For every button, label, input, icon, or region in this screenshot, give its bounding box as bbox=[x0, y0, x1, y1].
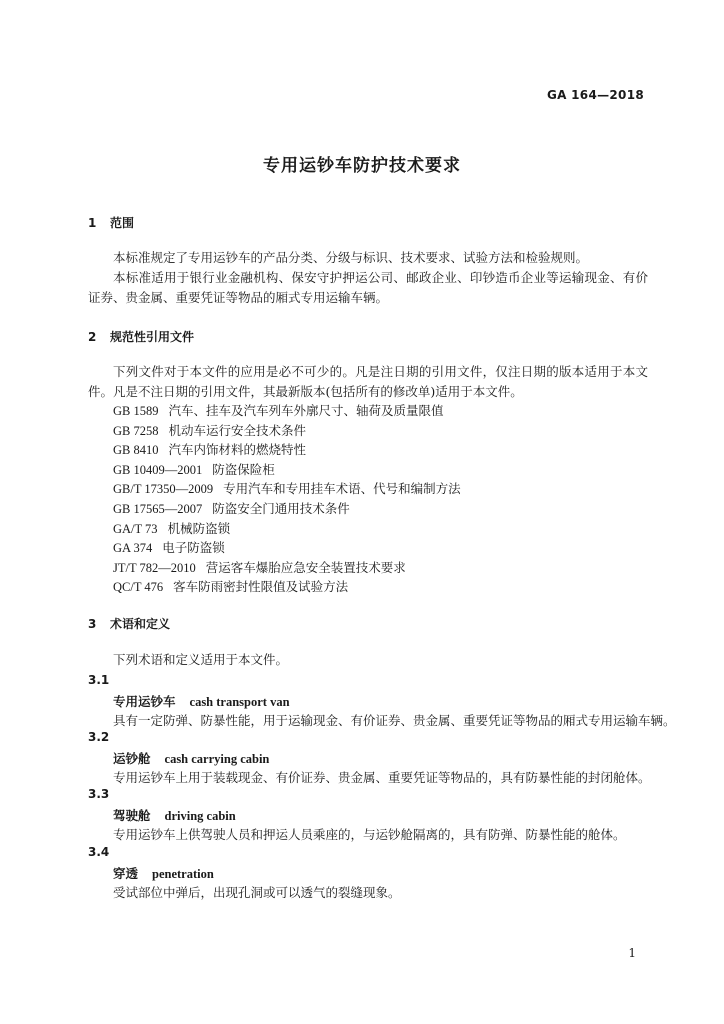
term-zh: 运钞舱 bbox=[113, 751, 151, 766]
term-name bbox=[113, 806, 236, 824]
section-number: 1 bbox=[88, 216, 97, 230]
section-heading-scope bbox=[88, 214, 134, 231]
reference-code: QC/T 476 bbox=[113, 580, 164, 595]
references-intro: 下列文件对于本文件的应用是必不可少的。凡是注日期的引用文件，仅注日期的版本适用于本文件。凡是不注日期的引用文件，其最新版本(包括所有的修改单)适用于本文件。 bbox=[88, 364, 648, 399]
reference-item bbox=[113, 440, 461, 460]
section-heading-terms-definitions bbox=[88, 615, 170, 632]
term-number: 3.1 bbox=[88, 673, 110, 687]
term-en: penetration bbox=[152, 867, 214, 881]
reference-item bbox=[113, 460, 461, 480]
reference-code: GB 10409—2001 bbox=[113, 462, 203, 477]
term-en: cash carrying cabin bbox=[164, 752, 270, 766]
reference-item bbox=[113, 479, 461, 499]
term-name bbox=[113, 864, 214, 882]
reference-code: GB 17565—2007 bbox=[113, 501, 203, 516]
reference-item bbox=[113, 538, 461, 558]
section-title: 术语和定义 bbox=[110, 617, 171, 631]
reference-title: 机动车运行安全技术条件 bbox=[168, 422, 307, 438]
term-zh: 驾驶舱 bbox=[113, 808, 151, 823]
section-number: 2 bbox=[88, 330, 97, 344]
reference-item bbox=[113, 558, 461, 578]
term-zh: 专用运钞车 bbox=[113, 694, 176, 709]
section-heading-normative-references bbox=[88, 328, 194, 345]
section-title: 范围 bbox=[110, 216, 135, 230]
reference-title: 机械防盗锁 bbox=[167, 520, 231, 536]
reference-item bbox=[113, 421, 461, 441]
reference-code: GA/T 73 bbox=[113, 521, 158, 536]
term-number: 3.3 bbox=[88, 787, 110, 801]
scope-paragraph-1: 本标准规定了专用运钞车的产品分类、分级与标识、技术要求、试验方法和检验规则。 bbox=[113, 250, 589, 265]
reference-code: GB 8410 bbox=[113, 443, 159, 458]
scope-paragraph-2: 本标准适用于银行业金融机构、保安守护押运公司、邮政企业、印钞造币企业等运输现金、有价证券、贵金属、重要凭证等物品的厢式专用运输车辆。 bbox=[88, 270, 648, 305]
reference-title: 汽车内饰材料的燃烧特性 bbox=[168, 442, 307, 458]
reference-item bbox=[113, 401, 461, 421]
reference-list bbox=[113, 401, 461, 597]
reference-title: 汽车、挂车及汽车列车外廓尺寸、轴荷及质量限值 bbox=[168, 403, 444, 418]
reference-code: JT/T 782—2010 bbox=[113, 560, 196, 575]
term-number: 3.2 bbox=[88, 730, 110, 744]
reference-item bbox=[113, 577, 461, 597]
term-definition: 受试部位中弹后，出现孔洞或可以透气的裂缝现象。 bbox=[113, 885, 401, 900]
reference-item bbox=[113, 499, 461, 519]
reference-title: 专用汽车和专用挂车术语、代号和编制方法 bbox=[223, 481, 461, 497]
page-number: 1 bbox=[628, 946, 636, 960]
term-number: 3.4 bbox=[88, 845, 110, 859]
reference-code: GA 374 bbox=[113, 541, 153, 556]
reference-title: 营运客车爆胎应急安全装置技术要求 bbox=[205, 559, 406, 575]
reference-title: 客车防雨密封性限值及试验方法 bbox=[173, 579, 349, 595]
term-name bbox=[113, 692, 290, 710]
reference-code: GB 1589 bbox=[113, 404, 159, 418]
document-title: 专用运钞车防护技术要求 bbox=[263, 156, 461, 176]
section-number: 3 bbox=[88, 617, 97, 631]
reference-code: GB 7258 bbox=[113, 423, 159, 438]
term-definition: 专用运钞车上用于装载现金、有价证券、贵金属、重要凭证等物品的，具有防暴性能的封闭舱体。 bbox=[113, 770, 651, 785]
terms-intro: 下列术语和定义适用于本文件。 bbox=[113, 652, 289, 667]
term-name bbox=[113, 749, 269, 767]
term-definition: 具有一定防弹、防暴性能，用于运输现金、有价证券、贵金属、重要凭证等物品的厢式专用运输车辆。 bbox=[113, 713, 676, 728]
section-title: 规范性引用文件 bbox=[110, 330, 195, 344]
standard-code: GA 164—2018 bbox=[546, 88, 644, 102]
term-definition: 专用运钞车上供驾驶人员和押运人员乘座的，与运钞舱隔离的，具有防弹、防暴性能的舱体。 bbox=[113, 827, 626, 842]
term-zh: 穿透 bbox=[113, 866, 139, 881]
reference-code: GB/T 17350—2009 bbox=[113, 482, 214, 497]
reference-title: 防盗保险柜 bbox=[212, 461, 275, 477]
term-en: driving cabin bbox=[164, 809, 236, 823]
reference-title: 电子防盗锁 bbox=[162, 540, 225, 556]
reference-title: 防盗安全门通用技术条件 bbox=[212, 500, 350, 516]
term-en: cash transport van bbox=[189, 695, 290, 709]
reference-item bbox=[113, 519, 461, 539]
